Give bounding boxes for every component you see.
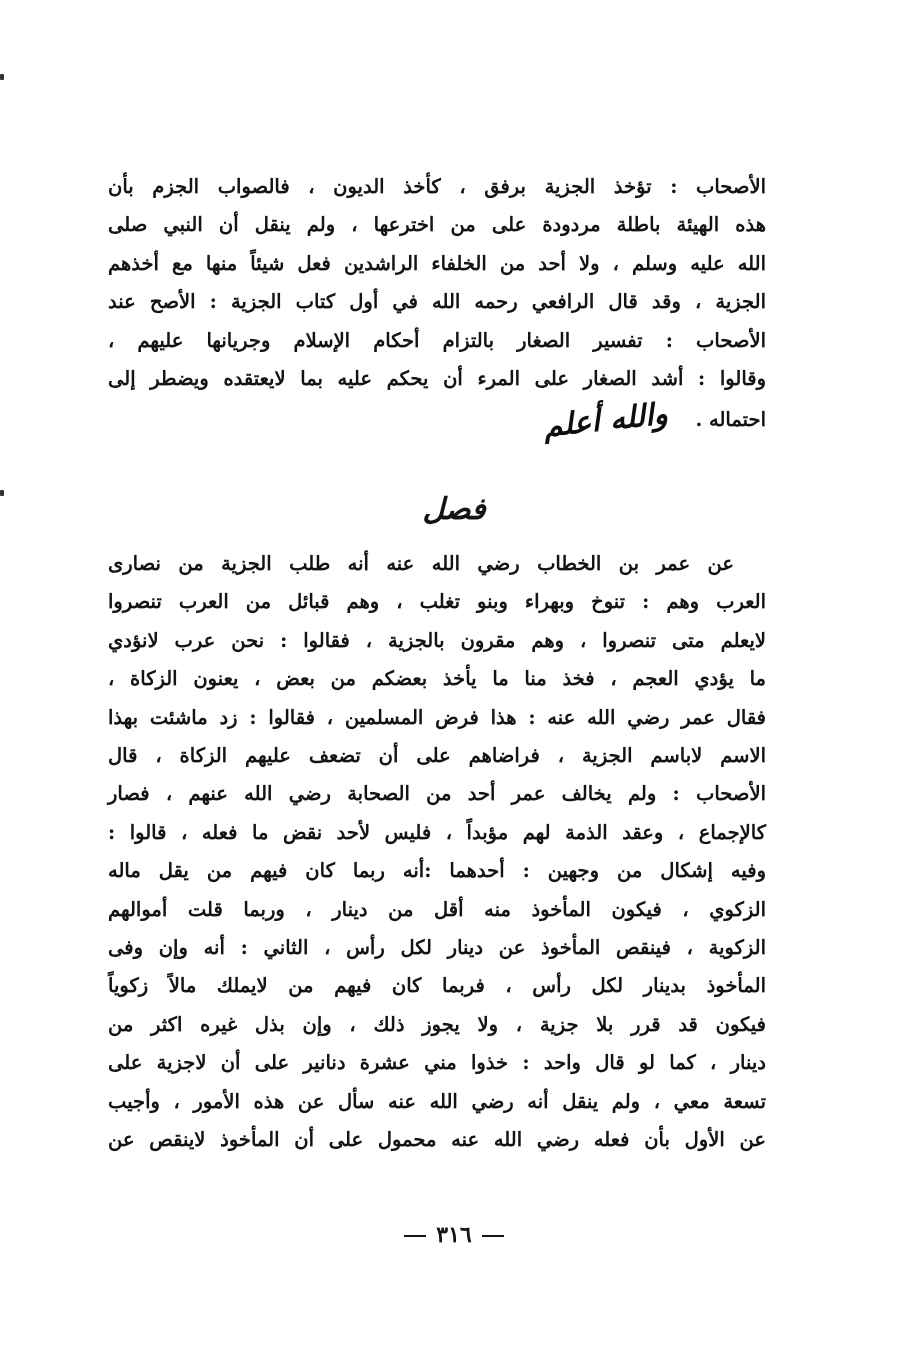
text-line: الأصحاب : تفسير الصغار بالتزام أحكام الإسلام وجريانها عليهم ، <box>108 328 766 352</box>
text-line: ما يؤدي العجم ، فخذ منا ما يأخذ بعضكم من بعض ، يعنون الزكاة ، <box>108 667 766 691</box>
paragraph-1 <box>108 168 766 445</box>
text-line: الجزية ، وقد قال الرافعي رحمه الله في أول كتاب الجزية : الأصح عند <box>108 290 766 314</box>
text-line: فيكون قد قرر بلا جزية ، ولا يجوز ذلك ، وإن بذل غيره اكثر من <box>108 1012 766 1036</box>
text-line: الزكوية ، فينقص المأخوذ عن دينار لكل رأس ، الثاني : أنه وإن وفى <box>108 936 766 960</box>
section-heading: فصل <box>422 492 486 527</box>
text-line: هذه الهيئة باطلة مردودة على من اخترعها ، ولم ينقل أن النبي صلى <box>108 213 766 237</box>
text-line: تسعة معي ، ولم ينقل أنه رضي الله عنه سأل عن هذه الأمور ، وأجيب <box>108 1089 766 1113</box>
text-line: وقالوا : أشد الصغار على المرء أن يحكم عليه بما لايعتقده ويضطر إلى <box>108 367 766 391</box>
text-line: عن عمر بن الخطاب رضي الله عنه أنه طلب الجزية من نصارى <box>108 552 734 575</box>
scan-edge-mark <box>0 74 4 80</box>
text-line: العرب وهم : تنوخ وبهراء وبنو تغلب ، وهم قبائل من العرب تنصروا <box>108 590 766 614</box>
text-line: المأخوذ بدينار لكل رأس ، فربما كان فيهم من لايملك مالاً زكوياً <box>108 974 766 998</box>
page-number-value: ٣١٦ <box>436 1222 472 1248</box>
paragraph-2 <box>108 545 766 1160</box>
text-line: لايعلم متى تنصروا ، وهم مقرون بالجزية ، فقالوا : نحن عرب لانؤدي <box>108 628 766 652</box>
text-line-last <box>108 397 766 445</box>
text-line: الأصحاب : تؤخذ الجزية برفق ، كأخذ الديون ، فالصواب الجزم بأن <box>108 175 766 198</box>
dash-decoration <box>404 1235 426 1237</box>
text-line: الاسم لاباسم الجزية ، فراضاهم على أن تضعف عليهم الزكاة ، قال <box>108 744 766 768</box>
dash-decoration <box>482 1235 504 1237</box>
text-line: الأصحاب : ولم يخالف عمر أحد من الصحابة رضي الله عنهم ، فصار <box>108 782 766 806</box>
text-line: وفيه إشكال من وجهين : أحدهما :أنه ربما كان فيهم من يقل ماله <box>108 859 766 883</box>
text-line-end: احتماله . <box>695 408 766 432</box>
handwritten-note: والله أعلم <box>541 397 670 445</box>
text-line: فقال عمر رضي الله عنه : هذا فرض المسلمين ، فقالوا : زد ماشئت بهذا <box>108 705 766 729</box>
text-line: عن الأول بأن فعله رضي الله عنه محمول على أن المأخوذ لاينقص عن <box>108 1128 766 1152</box>
page-number <box>0 1222 908 1248</box>
text-line: الله عليه وسلم ، ولا أحد من الخلفاء الراشدين فعل شيئاً منها مع أخذهم <box>108 251 766 275</box>
text-line: كالإجماع ، وعقد الذمة لهم مؤبداً ، فليس لأحد نقض ما فعله ، قالوا : <box>108 820 766 844</box>
text-line: دينار ، كما لو قال واحد : خذوا مني عشرة دنانير على أن لاجزية على <box>108 1051 766 1075</box>
text-line: الزكوي ، فيكون المأخوذ منه أقل من دينار ، وربما قلت أموالهم <box>108 897 766 921</box>
